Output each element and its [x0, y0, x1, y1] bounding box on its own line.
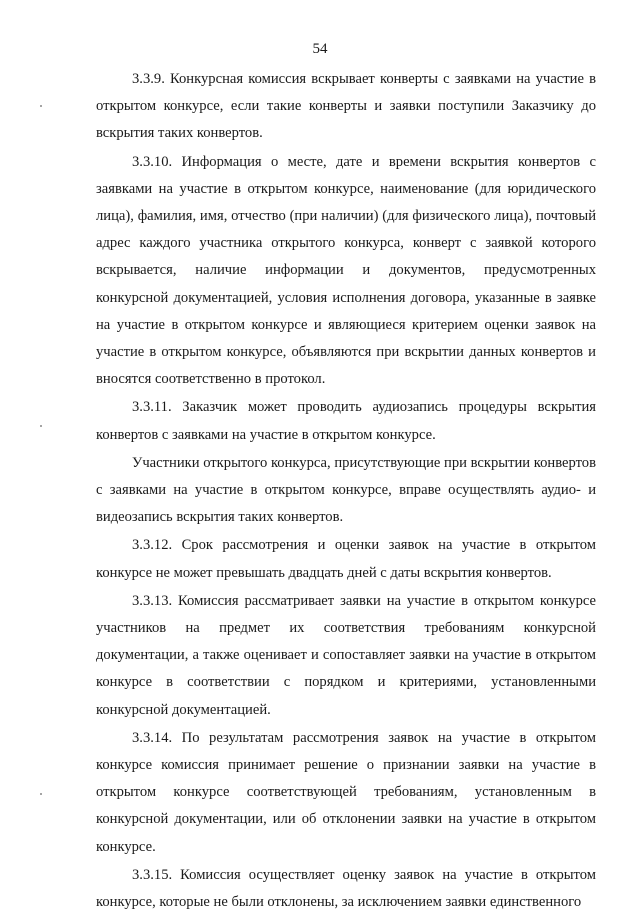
paragraph-3-3-13: 3.3.13. Комиссия рассматривает заявки на участие в открытом конкурсе участников на предмет их соответствия требованиям конкурсной документации, а также оценивает и сопоставляет заявки на участие в открытом конкурсе в соответствии с порядком и критериями, установленными конкурсной документацией. [96, 592, 596, 718]
paragraph-3-3-14: 3.3.14. По результатам рассмотрения заявок на участие в открытом конкурсе комиссия принимает решение о признании заявки на участие в открытом конкурсе соответствующей требованиям, установленным в конкурсной документации, или об отклонении заявки на участие в открытом конкурсе. [96, 729, 596, 855]
scan-speck [40, 105, 42, 107]
paragraph-3-3-12: 3.3.12. Срок рассмотрения и оценки заявок на участие в открытом конкурсе не может превышать двадцать дней с даты вскрытия конвертов. [96, 537, 596, 581]
scan-speck [40, 793, 42, 795]
paragraph-participants-recording: Участники открытого конкурса, присутствующие при вскрытии конвертов с заявками на участие в открытом конкурсе, вправе осуществлять аудио- и видеозапись вскрытия таких конвертов. [96, 454, 596, 526]
page-number: 54 [312, 41, 328, 57]
scan-speck [40, 425, 42, 427]
paragraph-3-3-10: 3.3.10. Информация о месте, дате и времени вскрытия конвертов с заявками на участие в открытом конкурсе, наименование (для юридического лица), фамилия, имя, отчество (при наличии) (для физического лица), почтовый адрес каждого участника открытого конкурса, конверт с заявкой которого вскрывается, наличие информации и документов, предусмотренных конкурсной документацией, условия исполнения договора, указанные в заявке на участие в открытом конкурсе и являющиеся критерием оценки заявок на участие в открытом конкурсе, объявляются при вскрытии данных конвертов и вносятся соответственно в протокол. [96, 153, 596, 388]
paragraph-3-3-15: 3.3.15. Комиссия осуществляет оценку заявок на участие в открытом конкурсе, которые не были отклонены, за исключением заявки единственного [96, 866, 596, 911]
paragraph-3-3-11: 3.3.11. Заказчик может проводить аудиозапись процедуры вскрытия конвертов с заявками на участие в открытом конкурсе. [96, 399, 596, 443]
page-body [96, 66, 596, 916]
paragraph-3-3-9: 3.3.9. Конкурсная комиссия вскрывает конверты с заявками на участие в открытом конкурсе, если такие конверты и заявки поступили Заказчику до вскрытия таких конвертов. [96, 71, 596, 142]
